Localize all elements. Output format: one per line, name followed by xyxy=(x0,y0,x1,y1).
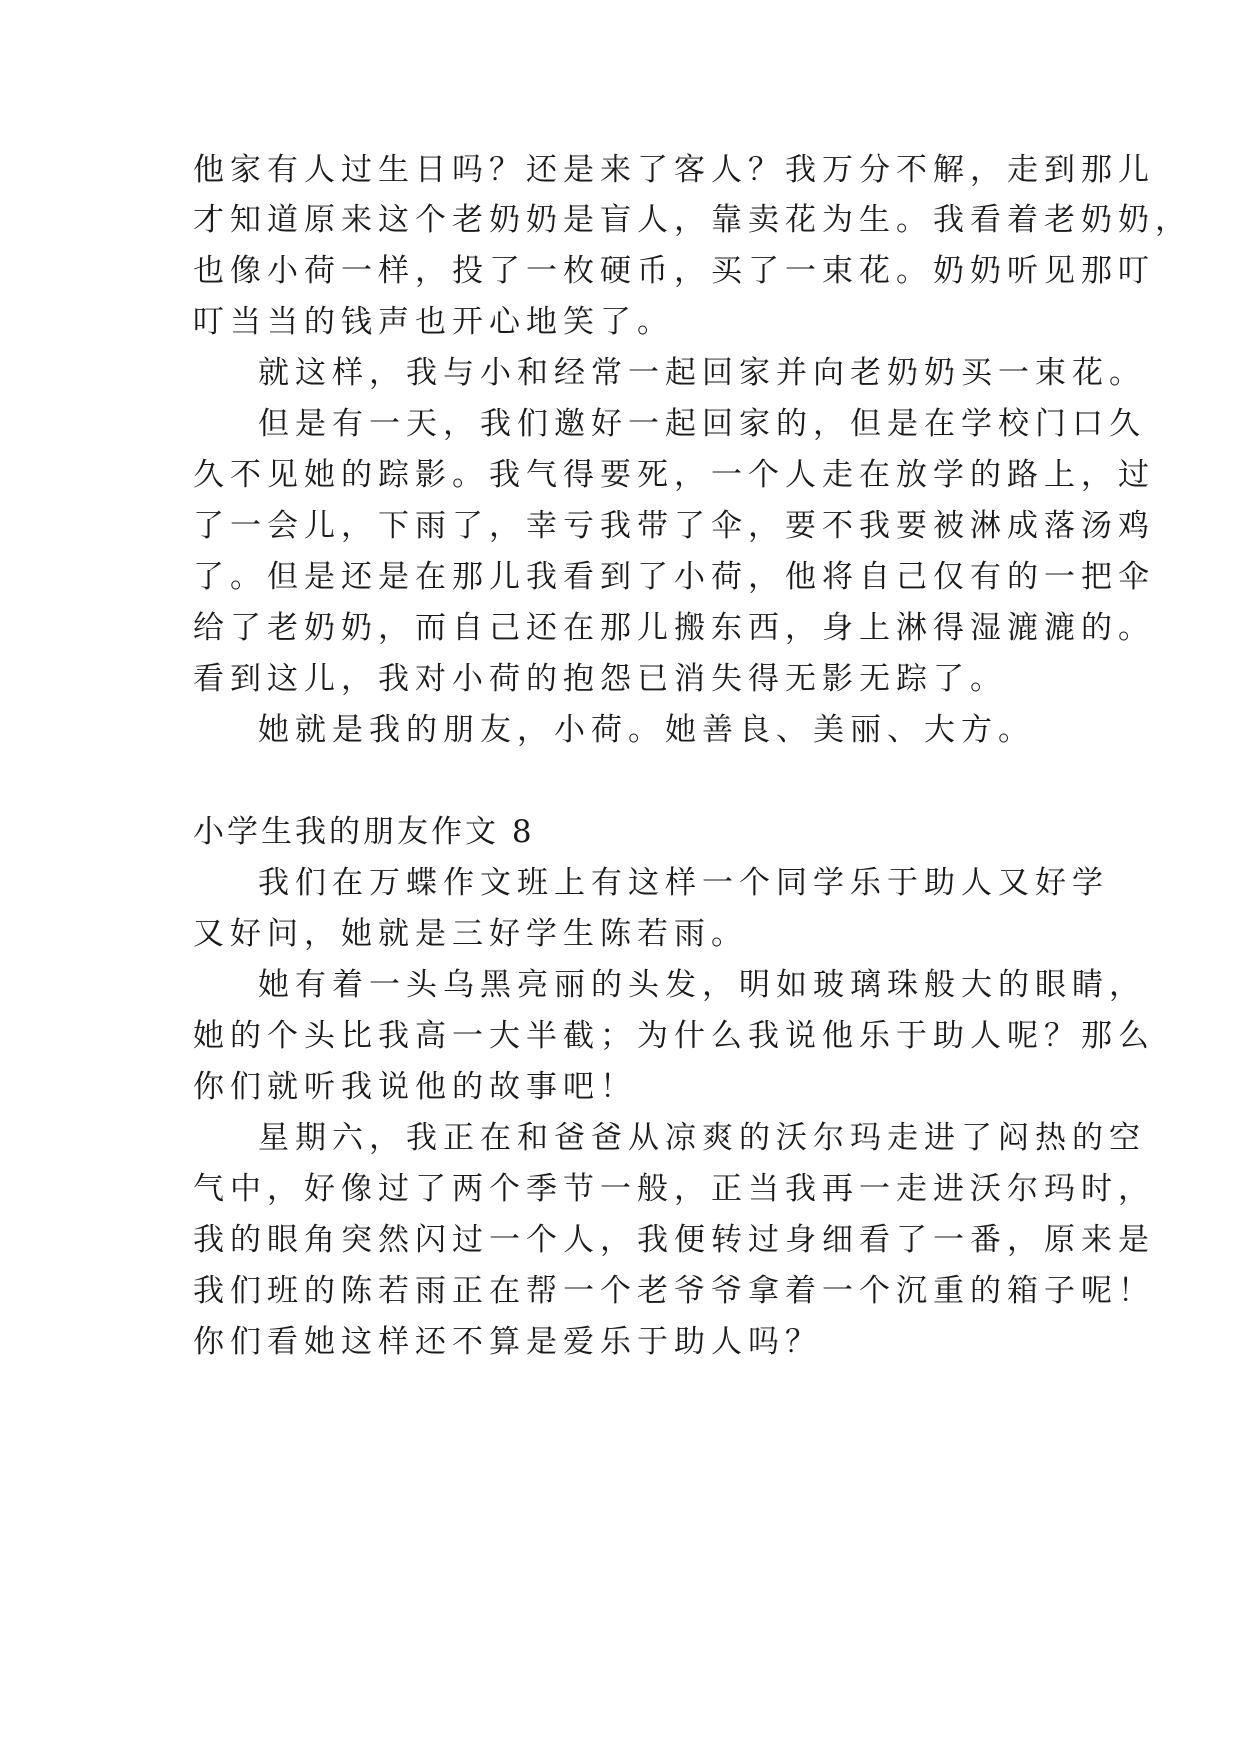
text-line: 给了老奶奶，而自己还在那儿搬东西，身上淋得湿漉漉的。 xyxy=(193,610,1155,646)
text-line: 了。但是还是在那儿我看到了小荷，他将自己仅有的一把伞 xyxy=(193,559,1155,595)
paragraph-first-line: 我们在万蝶作文班上有这样一个同学乐于助人又好学 xyxy=(258,865,1109,901)
text-line: 你们看她这样还不算是爱乐于助人吗？ xyxy=(193,1324,822,1360)
text-line: 看到这儿，我对小荷的抱怨已消失得无影无踪了。 xyxy=(193,661,1007,697)
text-line: 叮当当的钱声也开心地笑了。 xyxy=(193,304,674,340)
section-heading: 小学生我的朋友作文 8 xyxy=(193,814,535,850)
text-line: 我的眼角突然闪过一个人，我便转过身细看了一番，原来是 xyxy=(193,1222,1155,1258)
text-line: 你们就听我说他的故事吧！ xyxy=(193,1069,637,1105)
text-line: 气中，好像过了两个季节一般，正当我再一走进沃尔玛时， xyxy=(193,1171,1155,1207)
text-line: 他家有人过生日吗？还是来了客人？我万分不解，走到那儿 xyxy=(193,152,1155,188)
paragraph-first-line: 她有着一头乌黑亮丽的头发，明如玻璃珠般大的眼睛， xyxy=(258,967,1146,1003)
text-line: 她的个头比我高一大半截；为什么我说他乐于助人呢？那么 xyxy=(193,1018,1155,1054)
text-line: 才知道原来这个老奶奶是盲人，靠卖花为生。我看着老奶奶， xyxy=(193,202,1192,238)
paragraph-first-line: 但是有一天，我们邀好一起回家的，但是在学校门口久 xyxy=(258,406,1146,442)
paragraph-first-line: 星期六，我正在和爸爸从凉爽的沃尔玛走进了闷热的空 xyxy=(258,1120,1146,1156)
text-line: 也像小荷一样，投了一枚硬币，买了一束花。奶奶听见那叮 xyxy=(193,253,1155,289)
text-line: 了一会儿，下雨了，幸亏我带了伞，要不我要被淋成落汤鸡 xyxy=(193,508,1155,544)
text-line: 久不见她的踪影。我气得要死，一个人走在放学的路上，过 xyxy=(193,457,1155,493)
text-line: 我们班的陈若雨正在帮一个老爷爷拿着一个沉重的箱子呢！ xyxy=(193,1273,1155,1309)
text-line: 又好问，她就是三好学生陈若雨。 xyxy=(193,916,748,952)
paragraph-first-line: 就这样，我与小和经常一起回家并向老奶奶买一束花。 xyxy=(258,355,1146,391)
paragraph-first-line: 她就是我的朋友，小荷。她善良、美丽、大方。 xyxy=(258,712,1035,748)
